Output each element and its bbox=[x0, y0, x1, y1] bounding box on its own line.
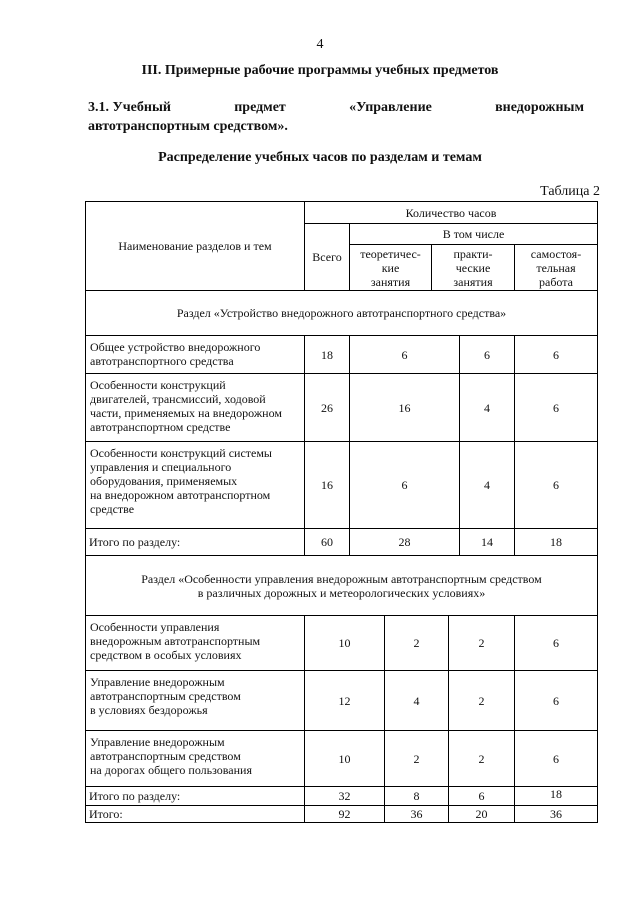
cell-theory: 6 bbox=[349, 335, 460, 374]
subsection-word: внедорожным bbox=[495, 100, 584, 115]
row-name-line: Общее устройство внедорожного bbox=[90, 340, 261, 354]
subtotal-label: Итого по разделу: bbox=[85, 528, 305, 556]
header-total: Всего bbox=[304, 223, 350, 291]
table-row-name bbox=[85, 615, 305, 671]
header-self-line: работа bbox=[539, 274, 573, 289]
cell-practice: 4 bbox=[459, 441, 515, 529]
row-name-line: в условиях бездорожья bbox=[90, 703, 208, 717]
header-theory-line: кие bbox=[381, 260, 400, 275]
cell-total: 10 bbox=[304, 730, 385, 787]
subsection-line2: автотранспортным средством». bbox=[88, 119, 288, 134]
row-name-line: на внедорожном автотранспортном bbox=[90, 488, 271, 502]
cell-theory: 2 bbox=[384, 615, 449, 671]
cell-theory: 4 bbox=[384, 670, 449, 731]
subtotal-label: Итого по разделу: bbox=[85, 786, 305, 806]
subtotal-self: 18 bbox=[514, 786, 598, 806]
header-name: Наименование разделов и тем bbox=[85, 201, 305, 291]
subtotal-theory: 8 bbox=[384, 786, 449, 806]
table-row-name bbox=[85, 441, 305, 529]
subsection-word: «Управление bbox=[349, 100, 432, 115]
subsection-word: предмет bbox=[234, 100, 286, 115]
header-hours: Количество часов bbox=[304, 201, 598, 224]
row-name-line: средстве bbox=[90, 502, 135, 516]
row-name-line: Управление внедорожным bbox=[90, 675, 225, 689]
row-name-line: автотранспортным средством bbox=[90, 749, 241, 763]
row-name-line: автотранспортным средством bbox=[90, 689, 241, 703]
subtotal-practice: 6 bbox=[448, 786, 515, 806]
header-self-line: самостоя- bbox=[530, 246, 582, 261]
grand-total-practice: 20 bbox=[448, 805, 515, 823]
header-theory-line: теоретичес- bbox=[360, 246, 421, 261]
distribution-title: Распределение учебных часов по разделам и темам bbox=[158, 150, 482, 165]
cell-practice: 6 bbox=[459, 335, 515, 374]
cell-total: 26 bbox=[304, 373, 350, 442]
row-name-line: автотранспортного средства bbox=[90, 354, 234, 368]
header-practice bbox=[431, 244, 515, 291]
grand-total-label: Итого: bbox=[85, 805, 305, 823]
cell-practice: 2 bbox=[448, 670, 515, 731]
cell-total: 16 bbox=[304, 441, 350, 529]
subsection-title bbox=[88, 98, 584, 136]
subtotal-theory: 28 bbox=[349, 528, 460, 556]
row-name-line: управления и специального bbox=[90, 460, 232, 474]
table-label: Таблица 2 bbox=[540, 184, 600, 199]
table-row-name bbox=[85, 730, 305, 787]
row-name-line: Управление внедорожным bbox=[90, 735, 225, 749]
grand-total-total: 92 bbox=[304, 805, 385, 823]
table-row-name bbox=[85, 335, 305, 374]
cell-theory: 16 bbox=[349, 373, 460, 442]
row-name-line: Особенности управления bbox=[90, 620, 220, 634]
section2-title-line: в различных дорожных и метеорологических условиях» bbox=[197, 585, 486, 600]
cell-theory: 6 bbox=[349, 441, 460, 529]
header-self-line: тельная bbox=[536, 260, 576, 275]
grand-total-theory: 36 bbox=[384, 805, 449, 823]
header-self bbox=[514, 244, 598, 291]
cell-self: 6 bbox=[514, 615, 598, 671]
cell-self: 6 bbox=[514, 730, 598, 787]
row-name-line: средством в особых условиях bbox=[90, 648, 242, 662]
cell-self: 6 bbox=[514, 335, 598, 374]
cell-total: 12 bbox=[304, 670, 385, 731]
subtotal-total: 60 bbox=[304, 528, 350, 556]
row-name-line: внедорожным автотранспортным bbox=[90, 634, 261, 648]
header-including: В том числе bbox=[349, 223, 598, 245]
row-name-line: части, применяемых на внедорожном bbox=[90, 406, 282, 420]
cell-total: 10 bbox=[304, 615, 385, 671]
subsection-word: 3.1. Учебный bbox=[88, 100, 171, 115]
subtotal-total: 32 bbox=[304, 786, 385, 806]
section2-title bbox=[85, 555, 598, 616]
cell-practice: 2 bbox=[448, 730, 515, 787]
section-heading: III. Примерные рабочие программы учебных предметов bbox=[141, 63, 499, 78]
cell-practice: 2 bbox=[448, 615, 515, 671]
section1-title: Раздел «Устройство внедорожного автотранспортного средства» bbox=[85, 290, 598, 336]
cell-self: 6 bbox=[514, 670, 598, 731]
row-name-line: Особенности конструкций bbox=[90, 378, 226, 392]
subtotal-self: 18 bbox=[514, 528, 598, 556]
row-name-line: на дорогах общего пользования bbox=[90, 763, 252, 777]
cell-practice: 4 bbox=[459, 373, 515, 442]
header-practice-line: занятия bbox=[453, 274, 493, 289]
header-practice-line: ческие bbox=[455, 260, 491, 275]
table-row-name bbox=[85, 373, 305, 442]
table-row-name bbox=[85, 670, 305, 731]
row-name-line: Особенности конструкций системы bbox=[90, 446, 272, 460]
page-number: 4 bbox=[316, 37, 324, 52]
cell-self: 6 bbox=[514, 373, 598, 442]
section2-title-line: Раздел «Особенности управления внедорожным автотранспортным средством bbox=[141, 571, 542, 586]
cell-self: 6 bbox=[514, 441, 598, 529]
cell-theory: 2 bbox=[384, 730, 449, 787]
header-theory bbox=[349, 244, 432, 291]
header-theory-line: занятия bbox=[370, 274, 411, 289]
cell-total: 18 bbox=[304, 335, 350, 374]
row-name-line: автотранспортном средстве bbox=[90, 420, 231, 434]
subtotal-practice: 14 bbox=[459, 528, 515, 556]
row-name-line: оборудования, применяемых bbox=[90, 474, 238, 488]
header-practice-line: практи- bbox=[453, 246, 493, 261]
row-name-line: двигателей, трансмиссий, ходовой bbox=[90, 392, 266, 406]
grand-total-self: 36 bbox=[514, 805, 598, 823]
